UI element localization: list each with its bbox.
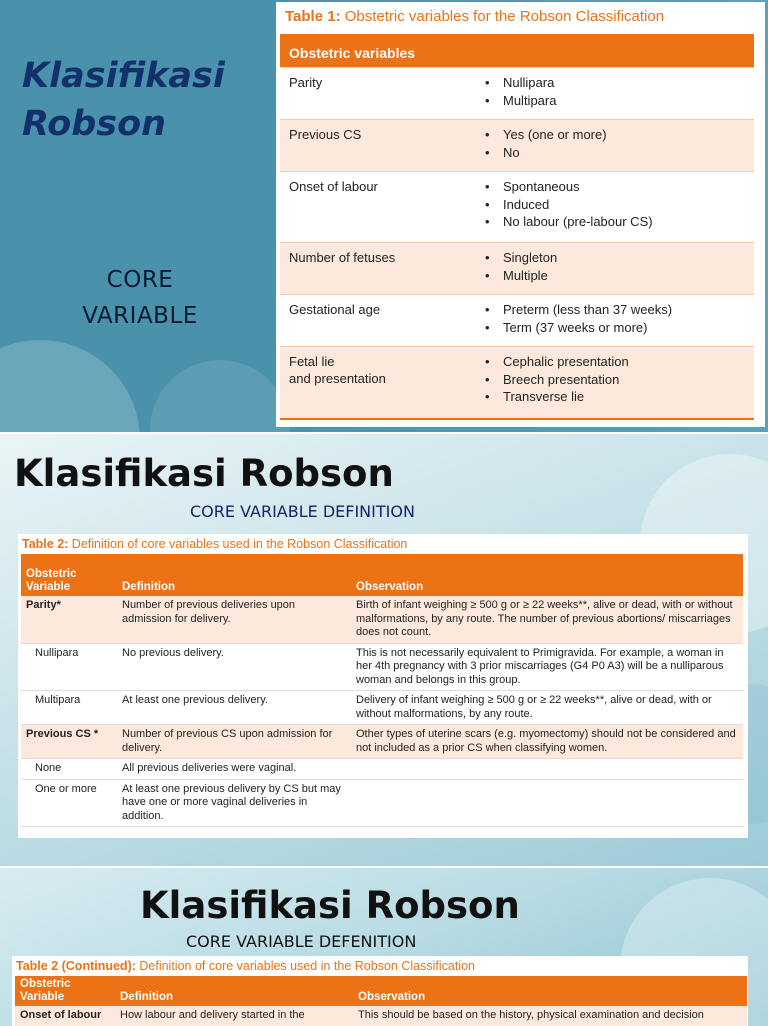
slide-title: Klasifikasi Robson xyxy=(14,452,394,495)
option-list xyxy=(485,126,607,161)
variable-label: Onset of labour xyxy=(289,179,378,194)
variable-label: Gestational age xyxy=(289,302,381,317)
column-header-variable: Obstetric Variable xyxy=(21,554,117,596)
definition-table xyxy=(18,534,748,838)
table-row xyxy=(280,294,754,346)
cell-variable: Previous CS * xyxy=(21,725,117,759)
cell-definition: Number of previous deliveries upon admission for delivery. xyxy=(117,596,351,643)
table-row xyxy=(280,171,754,242)
slide-core-variable xyxy=(0,0,768,432)
cell-variable: Parity* xyxy=(21,596,117,643)
definition-table-continued xyxy=(12,956,748,1026)
option-item: • Spontaneous xyxy=(485,178,653,196)
option-item: • Multiple xyxy=(485,267,557,285)
definition-table-grid xyxy=(15,976,747,1026)
option-item: • Yes (one or more) xyxy=(485,126,607,144)
option-item: • Nullipara xyxy=(485,74,556,92)
table-body xyxy=(280,67,754,420)
variable-label: Number of fetuses xyxy=(289,250,396,265)
table-row xyxy=(21,779,743,827)
option-item: • No xyxy=(485,144,607,162)
cell-variable: None xyxy=(21,759,117,780)
table-caption: Table 2 (Continued): Definition of core variables used in the Robson Classification xyxy=(16,959,475,973)
option-list xyxy=(485,74,556,109)
cell-definition: At least one previous delivery by CS but may have one or more vaginal deliveries in addition. xyxy=(117,779,351,827)
table-row xyxy=(21,596,743,643)
cell-observation: This should be based on the history, physical examination and decision xyxy=(353,1006,747,1026)
table-row xyxy=(21,643,743,691)
decorative-bubble xyxy=(150,360,290,432)
slide-title: Klasifikasi Robson xyxy=(140,884,520,927)
option-list xyxy=(485,301,672,336)
variable-label: Previous CS xyxy=(289,127,362,142)
slide-core-variable-definition xyxy=(0,432,768,868)
option-item: • No labour (pre-labour CS) xyxy=(485,213,653,231)
option-item: • Term (37 weeks or more) xyxy=(485,319,672,337)
cell-variable: Nullipara xyxy=(21,643,117,691)
table-row xyxy=(21,691,743,725)
table-row xyxy=(280,119,754,171)
table-caption: Table 1: Obstetric variables for the Robson Classification xyxy=(285,8,665,25)
option-item: • Induced xyxy=(485,196,653,214)
decorative-bubble xyxy=(0,340,140,432)
table-row xyxy=(280,67,754,119)
slide-subtitle: CORE VARIABLE DEFINITION xyxy=(190,502,415,521)
option-item: • Cephalic presentation xyxy=(485,353,629,371)
table-body xyxy=(21,596,743,827)
cell-variable: One or more xyxy=(21,779,117,827)
table-header: Obstetric variables xyxy=(280,34,754,67)
cell-definition: All previous deliveries were vaginal. xyxy=(117,759,351,780)
cell-variable: Onset of labour xyxy=(15,1006,115,1026)
column-header-observation: Observation xyxy=(351,554,743,596)
obstetric-variables-table xyxy=(276,2,765,427)
definition-table-grid xyxy=(21,554,743,827)
column-header-definition: Definition xyxy=(117,554,351,596)
cell-definition: No previous delivery. xyxy=(117,643,351,691)
option-item: • Singleton xyxy=(485,249,557,267)
table-caption: Table 2: Definition of core variables used in the Robson Classification xyxy=(22,537,408,551)
slide-core-variable-defenition xyxy=(0,866,768,1026)
cell-definition: How labour and delivery started in the xyxy=(115,1006,353,1026)
table-row xyxy=(21,759,743,780)
table-body xyxy=(15,1006,747,1026)
table-row xyxy=(280,346,754,418)
slide-title: Klasifikasi Robson xyxy=(22,56,225,144)
cell-observation xyxy=(351,759,743,780)
option-item: • Preterm (less than 37 weeks) xyxy=(485,301,672,319)
table-row xyxy=(280,242,754,294)
cell-definition: Number of previous CS upon admission for delivery. xyxy=(117,725,351,759)
slide-subtitle: CORE VARIABLE DEFENITION xyxy=(186,932,417,951)
cell-definition: At least one previous delivery. xyxy=(117,691,351,725)
cell-observation: Other types of uterine scars (e.g. myomectomy) should not be considered and not included as a prior CS when classifying women. xyxy=(351,725,743,759)
option-list xyxy=(485,353,629,406)
option-item: • Breech presentation xyxy=(485,371,629,389)
table-row xyxy=(15,1006,747,1026)
table-row xyxy=(21,725,743,759)
variable-label: Fetal lie and presentation xyxy=(289,354,386,386)
cell-observation: Birth of infant weighing ≥ 500 g or ≥ 22 weeks**, alive or dead, with or without malformations, by any route. The number of previous abortions/ miscarriages does not count. xyxy=(351,596,743,643)
cell-observation: This is not necessarily equivalent to Primigravida. For example, a woman in her 4th pregnancy with 3 prior miscarriages (G4 P0 A3) will be a nulliparous woman and belongs in this group. xyxy=(351,643,743,691)
option-list xyxy=(485,249,557,284)
cell-observation: Delivery of infant weighing ≥ 500 g or ≥ 22 weeks**, alive or dead, with or without malformations, by any route. xyxy=(351,691,743,725)
option-item: • Multipara xyxy=(485,92,556,110)
option-item: • Transverse lie xyxy=(485,388,629,406)
option-list xyxy=(485,178,653,231)
cell-variable: Multipara xyxy=(21,691,117,725)
column-header-observation: Observation xyxy=(353,976,747,1006)
column-header-variable: Obstetric Variable xyxy=(15,976,115,1006)
column-header-definition: Definition xyxy=(115,976,353,1006)
variable-label: Parity xyxy=(289,75,323,90)
cell-observation xyxy=(351,779,743,827)
slide-subtitle: CORE VARIABLE xyxy=(82,267,198,329)
